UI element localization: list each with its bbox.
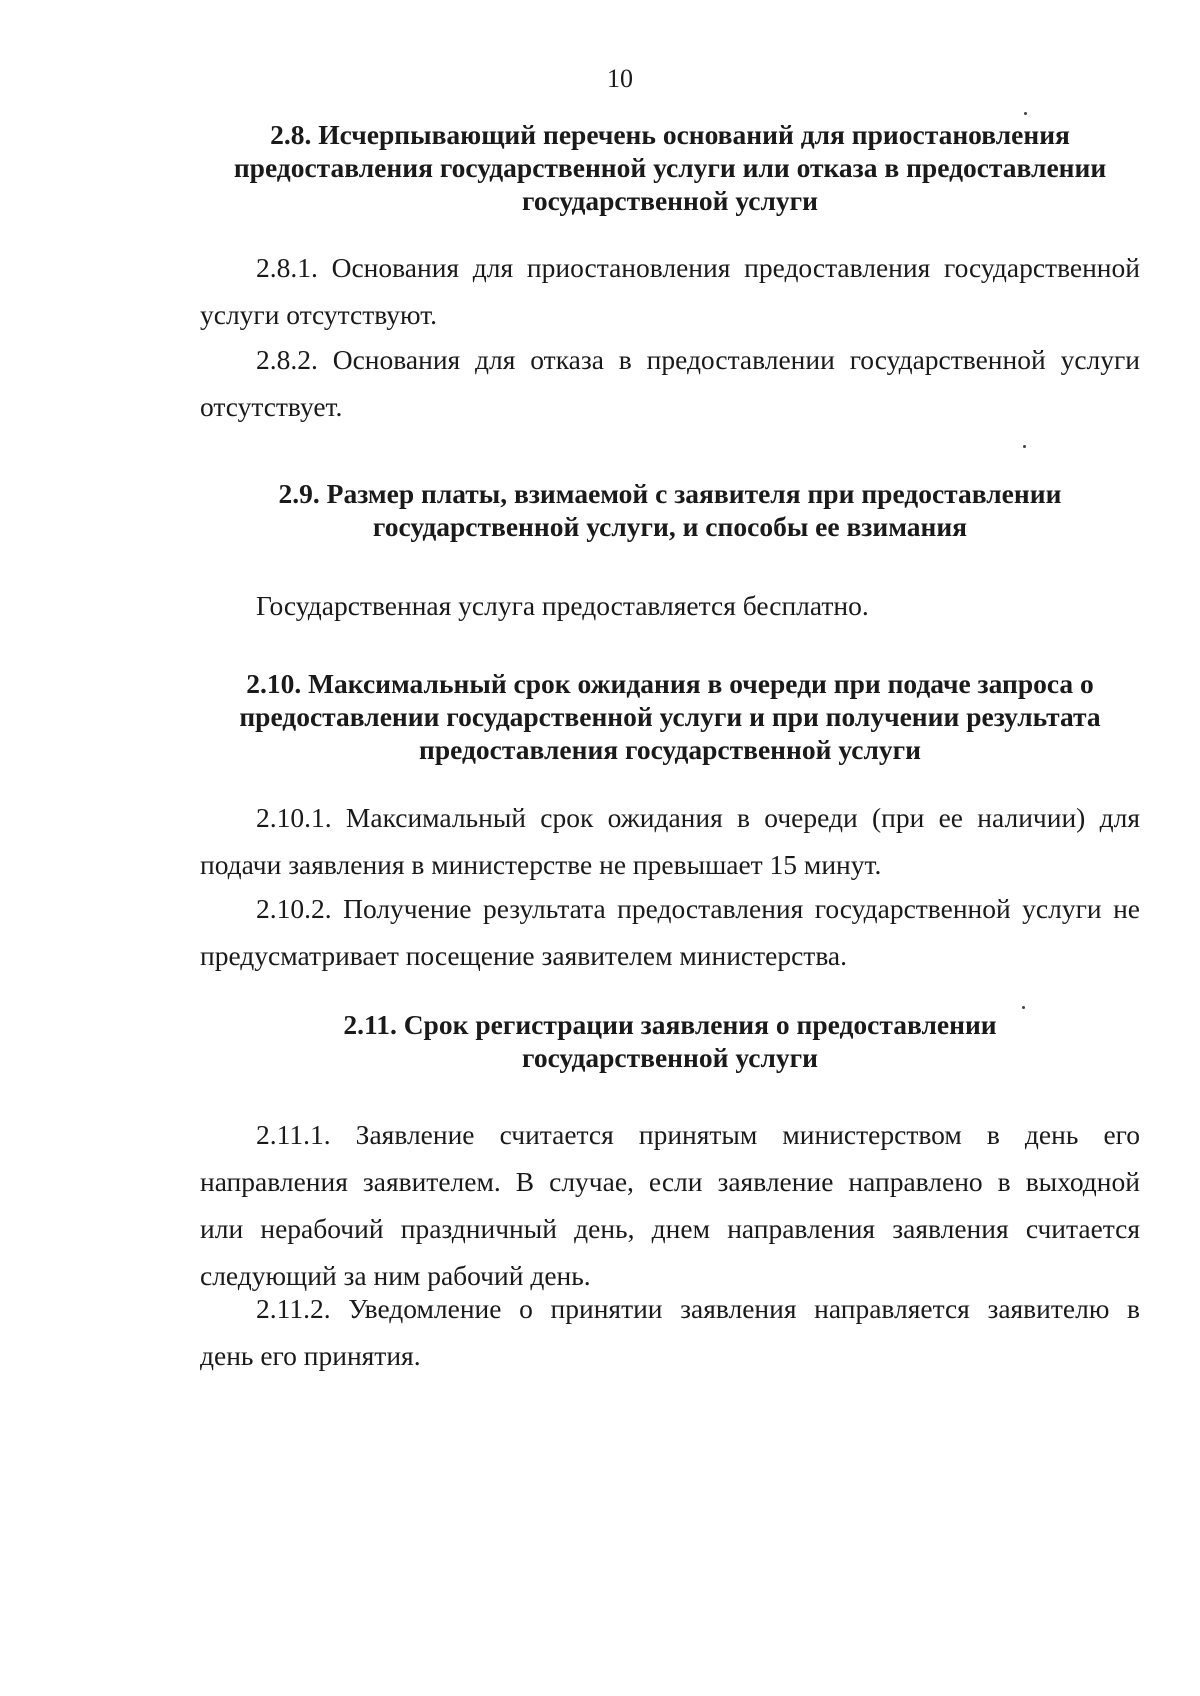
scan-speck (1024, 112, 1027, 115)
paragraph-2-10-2 (200, 885, 1140, 979)
paragraph-line: или нерабочий праздничный день, днем направления заявления считается (200, 1213, 1140, 1244)
paragraph-line: подачи заявления в министерстве не превышает 15 минут. (200, 849, 882, 880)
paragraph-line: предусматривает посещение заявителем министерства. (200, 940, 848, 971)
paragraph-line (200, 1111, 1140, 1158)
section-heading-2-10 (200, 667, 1140, 766)
paragraph-line (200, 244, 1140, 291)
paragraph-line: день его принятия. (200, 1340, 421, 1371)
heading-line: предоставления государственной услуги (419, 734, 921, 765)
paragraph-line-text: 2.8.2. Основания для отказа в предоставлении государственной услуги (256, 344, 1140, 375)
heading-line: 2.10. Максимальный срок ожидания в очереди при подаче запроса о (246, 668, 1094, 699)
paragraph-line (200, 794, 1140, 841)
heading-line: государственной услуги, и способы ее взимания (372, 511, 968, 542)
section-heading-2-9 (200, 477, 1140, 543)
paragraph-line: отсутствует. (200, 391, 343, 422)
heading-line: предоставлении государственной услуги и при получении результата (239, 701, 1101, 732)
paragraph-2-9 (200, 582, 1140, 629)
paragraph-line-text: 2.11.1. Заявление считается принятым министерством в день его (256, 1119, 1140, 1150)
heading-line: государственной услуги (522, 185, 818, 216)
paragraph-line (200, 336, 1140, 383)
section-heading-2-11 (200, 1008, 1140, 1074)
paragraph-2-10-1 (200, 794, 1140, 888)
heading-line: предоставления государственной услуги или отказа в предоставлении (233, 152, 1107, 183)
page-number: 10 (607, 64, 633, 93)
paragraph-line-text: 2.8.1. Основания для приостановления предоставления государственной (256, 252, 1140, 283)
paragraph-line (200, 885, 1140, 932)
paragraph-line-text: Государственная услуга предоставляется бесплатно. (256, 590, 869, 621)
paragraph-line-text: 2.10.1. Максимальный срок ожидания в очереди (при ее наличии) для (256, 802, 1140, 833)
paragraph-2-11-1 (200, 1111, 1140, 1299)
heading-line: 2.8. Исчерпывающий перечень оснований для приостановления (270, 119, 1070, 150)
paragraph-line-text: 2.11.2. Уведомление о принятии заявления направляется заявителю в (256, 1293, 1140, 1324)
paragraph-2-11-2 (200, 1285, 1140, 1379)
heading-line: 2.11. Срок регистрации заявления о предоставлении (343, 1009, 997, 1040)
paragraph-line: следующий за ним рабочий день. (200, 1260, 591, 1291)
paragraph-line (200, 582, 1140, 629)
paragraph-line: направления заявителем. В случае, если заявление направлено в выходной (200, 1166, 1140, 1197)
heading-line: государственной услуги (522, 1042, 818, 1073)
paragraph-line: услуги отсутствуют. (200, 299, 438, 330)
heading-line: 2.9. Размер платы, взимаемой с заявителя при предоставлении (278, 478, 1062, 509)
paragraph-line (200, 1285, 1140, 1332)
paragraph-2-8-1 (200, 244, 1140, 338)
scan-speck (1022, 1006, 1025, 1009)
scan-speck (1023, 445, 1026, 448)
paragraph-2-8-2 (200, 336, 1140, 430)
section-heading-2-8 (200, 118, 1140, 217)
paragraph-line-text: 2.10.2. Получение результата предоставления государственной услуги не (256, 893, 1140, 924)
